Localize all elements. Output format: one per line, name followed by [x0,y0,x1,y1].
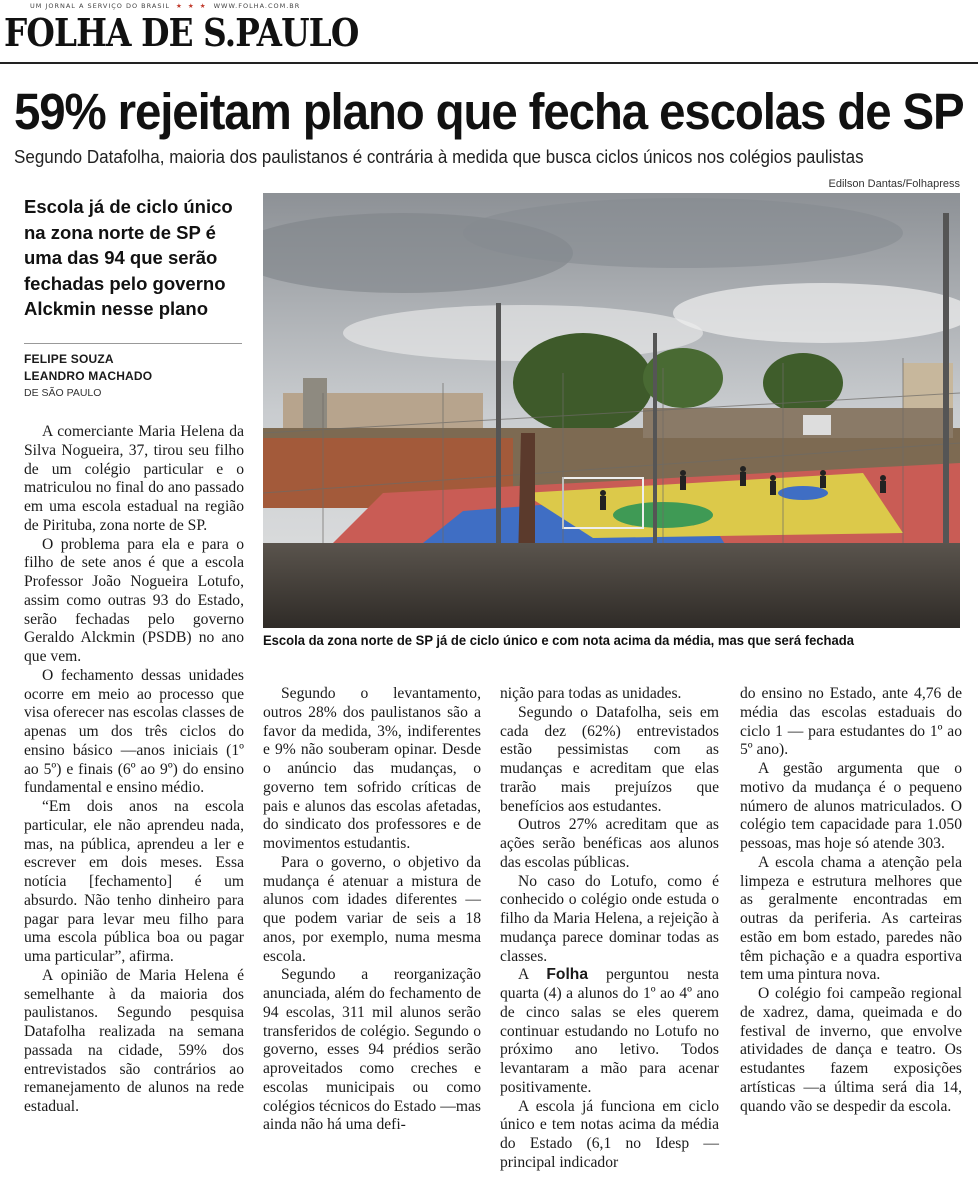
paragraph: O fechamento dessas unidades ocorre em meio ao processo que visa oferecer nas escolas classes de apenas um dos três ciclos do ensino básico —anos iniciais (1º ao 5º) e finais (6º ao 9º) do ensino fundamental e ensino médio. [24,666,244,797]
paragraph: “Em dois anos na escola particular, ele não aprendeu nada, mas, na pública, aprendeu a ler e escrever em dois meses. Essa notícia [fechamento] é um absurdo. Não tenho dinheiro para pagar para levar meu filho para uma escola pública boa ou pagar uma particular”, afirma. [24,798,244,965]
paragraph: Segundo a reorganização anunciada, além do fechamento de 94 escolas, 311 mil alunos serão transferidos de colégio. Segundo o governo, esses 94 prédios serão aproveitados como creches e escolas municipais ou como colégios técnicos do Estado —mas ainda não há uma defi- [263,966,481,1134]
headline: 59% rejeitam plano que fecha escolas de SP [14,83,964,140]
article-column-2 [263,685,481,1135]
article-column-4 [740,685,962,1116]
paragraph: do ensino no Estado, ante 4,76 de média das escolas estaduais do ciclo 1 — para estudantes do 1º ao 5º ano). [740,685,962,759]
byline-divider [24,343,242,344]
paragraph: A escola chama a atenção pela limpeza e estrutura melhores que as geralmente encontradas em outras da periferia. As carteiras estão em bom estado, paredes não têm pichação e a quadra esportiva tem uma pintura nova. [740,853,962,984]
photo-caption: Escola da zona norte de SP já de ciclo único e com nota acima da média, mas que será fechada [263,632,854,648]
paragraph: A escola já funciona em ciclo único e tem notas acima da média do Estado (6,1 no Idesp —principal indicador [500,1097,719,1171]
article-column-3 [500,685,719,1173]
masthead-tagline [30,2,350,10]
paragraph: Segundo o Datafolha, seis em cada dez (62%) entrevistados estão pessimistas com as mudanças e acreditam que elas trarão mais prejuízos que benefícios aos estudantes. [500,703,719,815]
paragraph: Para o governo, o objetivo da mudança é atenuar a mistura de alunos com idades diferentes —que podem variar de seis a 18 anos, por exemplo, numa mesma escola. [263,853,481,965]
paragraph: Segundo o levantamento, outros 28% dos paulistanos são a favor da medida, 3%, indiferentes e 9% não souberam opinar. Desde o anúncio das mudanças, o governo tem sofrido críticas de pais e alunos das escolas afetadas, do sindicato dos professores e de movimentos estudantis. [263,685,481,852]
byline [24,351,254,402]
paragraph: O colégio foi campeão regional de xadrez, dama, queimada e do festival de inverno, que envolve atividades de dança e teatro. Os estudantes fazem exposições artísticas —a última será dia 14, quando vão se despedir da escola. [740,985,962,1115]
paragraph-text: perguntou nesta quarta (4) a alunos do 1º ao 4º ano de cinco salas se eles querem continuar estudando no Lotufo no próximo ano letivo. Todos levantaram a mão para acenar positivamente. [500,966,719,1096]
masthead-rule [0,62,978,64]
paragraph: nição para todas as unidades. [500,685,682,702]
tagline-text: UM JORNAL A SERVIÇO DO BRASIL [30,2,170,10]
subheadline: Segundo Datafolha, maioria dos paulistanos é contrária à medida que busca ciclos únicos nos colégios paulistas [14,146,864,167]
article-deck: Escola já de ciclo único na zona norte de SP é uma das 94 que serão fechadas pelo governo Alckmin nesse plano [24,196,233,319]
tagline-url: WWW.FOLHA.COM.BR [213,2,301,10]
newspaper-name: Folha [546,966,588,984]
article-column-1 [24,423,244,1117]
masthead-logo: FOLHA DE S.PAULO [4,10,359,55]
photo-credit: Edilson Dantas/Folhapress [828,178,960,190]
author-name: FELIPE SOUZA [24,352,114,366]
paragraph: Outros 27% acreditam que as ações serão benéficas aos alunos das escolas públicas. [500,816,719,871]
dateline: DE SÃO PAULO [24,387,102,399]
paragraph: No caso do Lotufo, como é conhecido o colégio onde estuda o filho da Maria Helena, a rejeição à mudança parece dominar todas as classes. [500,872,719,965]
tagline-stars: ★ ★ ★ [175,2,208,10]
paragraph: O problema para ela e para o filho de sete anos é que a escola Professor João Nogueira Lotufo, assim como outras 93 do Estado, serão fechadas pelo governo Geraldo Alckmin (PSDB) no ano que vem. [24,535,244,665]
paragraph-text: A [518,966,547,984]
paragraph: A opinião de Maria Helena é semelhante à da maioria dos paulistanos. Segundo pesquisa Datafolha realizada na semana passada na cidade, 59% dos entrevistados são contrários ao remanejamento de alunos na rede estadual. [24,966,244,1115]
school-court-photo [263,193,960,628]
paragraph [500,966,719,1097]
author-name: LEANDRO MACHADO [24,369,153,383]
paragraph: A comerciante Maria Helena da Silva Nogueira, 37, tirou seu filho de um colégio particular e o matriculou no final do ano passado em uma escola estadual na região de Pirituba, zona norte de SP. [24,423,244,534]
paragraph: A gestão argumenta que o motivo da mudança é o pequeno número de alunos matriculados. O colégio tem capacidade para 1.050 pessoas, mas hoje só atende 303. [740,760,962,852]
